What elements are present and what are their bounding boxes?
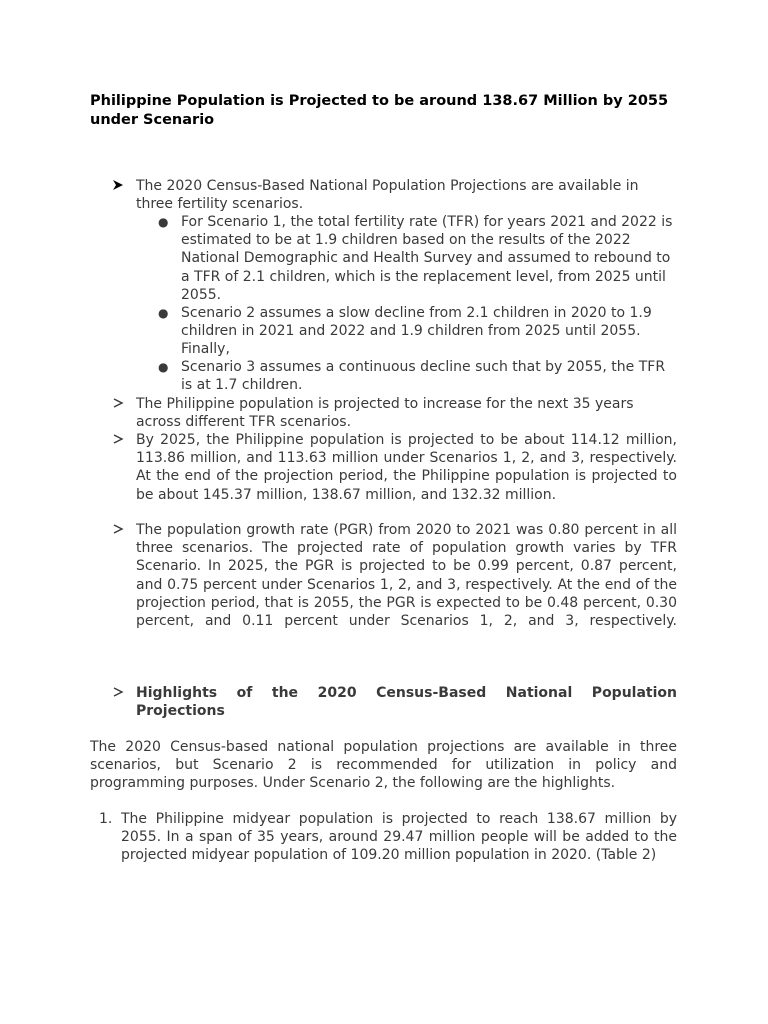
outline-arrow-bullet-icon [112,684,124,702]
sub-bullet-item: For Scenario 1, the total fertility rate (TFR) for years 2021 and 2022 is estimated to be at 1.9 children based on the results of the 2022 National Demographic and Health Survey and assumed to rebound to a TFR of 2.1 children, which is the replacement level, from 2025 until 2055. [181,214,673,303]
highlights-heading: Highlights of the 2020 Census-Based National Population Projections [136,685,677,720]
page-title: Philippine Population is Projected to be around 138.67 Million by 2055 under Scenario [90,93,669,128]
intro-paragraph: The 2020 Census-based national population projections are available in three scenarios, but Scenario 2 is recommended for utilization in policy and programming purposes. Under Scenario 2, the following are the highlights. [90,739,677,792]
filled-arrow-bullet-icon [112,177,124,195]
outline-arrow-bullet-icon [112,521,124,539]
round-bullet-icon: ● [158,306,169,320]
bullet-item: The population growth rate (PGR) from 2020 to 2021 was 0.80 percent in all three scenarios. The projected rate of population growth varies by TFR Scenario. In 2025, the PGR is projected to be 0.99 percent, 0.87 percent, and 0.75 percent under Scenarios 1, 2, and 3, respectively. At the end of the projection period, that is 2055, the PGR is expected to be 0.48 percent, 0.30 percent, and 0.11 percent under Scenarios 1, 2, and 3, respectively. [136,522,677,630]
bullet-item: The Philippine population is projected to increase for the next 35 years across different TFR scenarios. [136,396,634,431]
sub-bullet-item: Scenario 2 assumes a slow decline from 2.1 children in 2020 to 1.9 children in 2021 and 2022 and 1.9 children from 2025 until 2055. Finally, [181,305,652,358]
round-bullet-icon: ● [158,215,169,229]
outline-arrow-bullet-icon [112,431,124,449]
numbered-list-item: The Philippine midyear population is projected to reach 138.67 million by 2055. In a span of 35 years, around 29.47 million people will be added to the projected midyear population of 109.20 million population in 2020. (Table 2) [121,811,677,864]
list-number: 1. [99,811,113,827]
bullet-item: The 2020 Census-Based National Population Projections are available in three fertility scenarios. [136,178,639,213]
bullet-item: By 2025, the Philippine population is projected to be about 114.12 million, 113.86 million, and 113.63 million under Scenarios 1, 2, and 3, respectively. At the end of the projection period, the Philippine population is projected to be about 145.37 million, 138.67 million, and 132.32 million. [136,432,677,503]
sub-bullet-item: Scenario 3 assumes a continuous decline such that by 2055, the TFR is at 1.7 children. [181,359,666,394]
round-bullet-icon: ● [158,360,169,374]
outline-arrow-bullet-icon [112,395,124,413]
